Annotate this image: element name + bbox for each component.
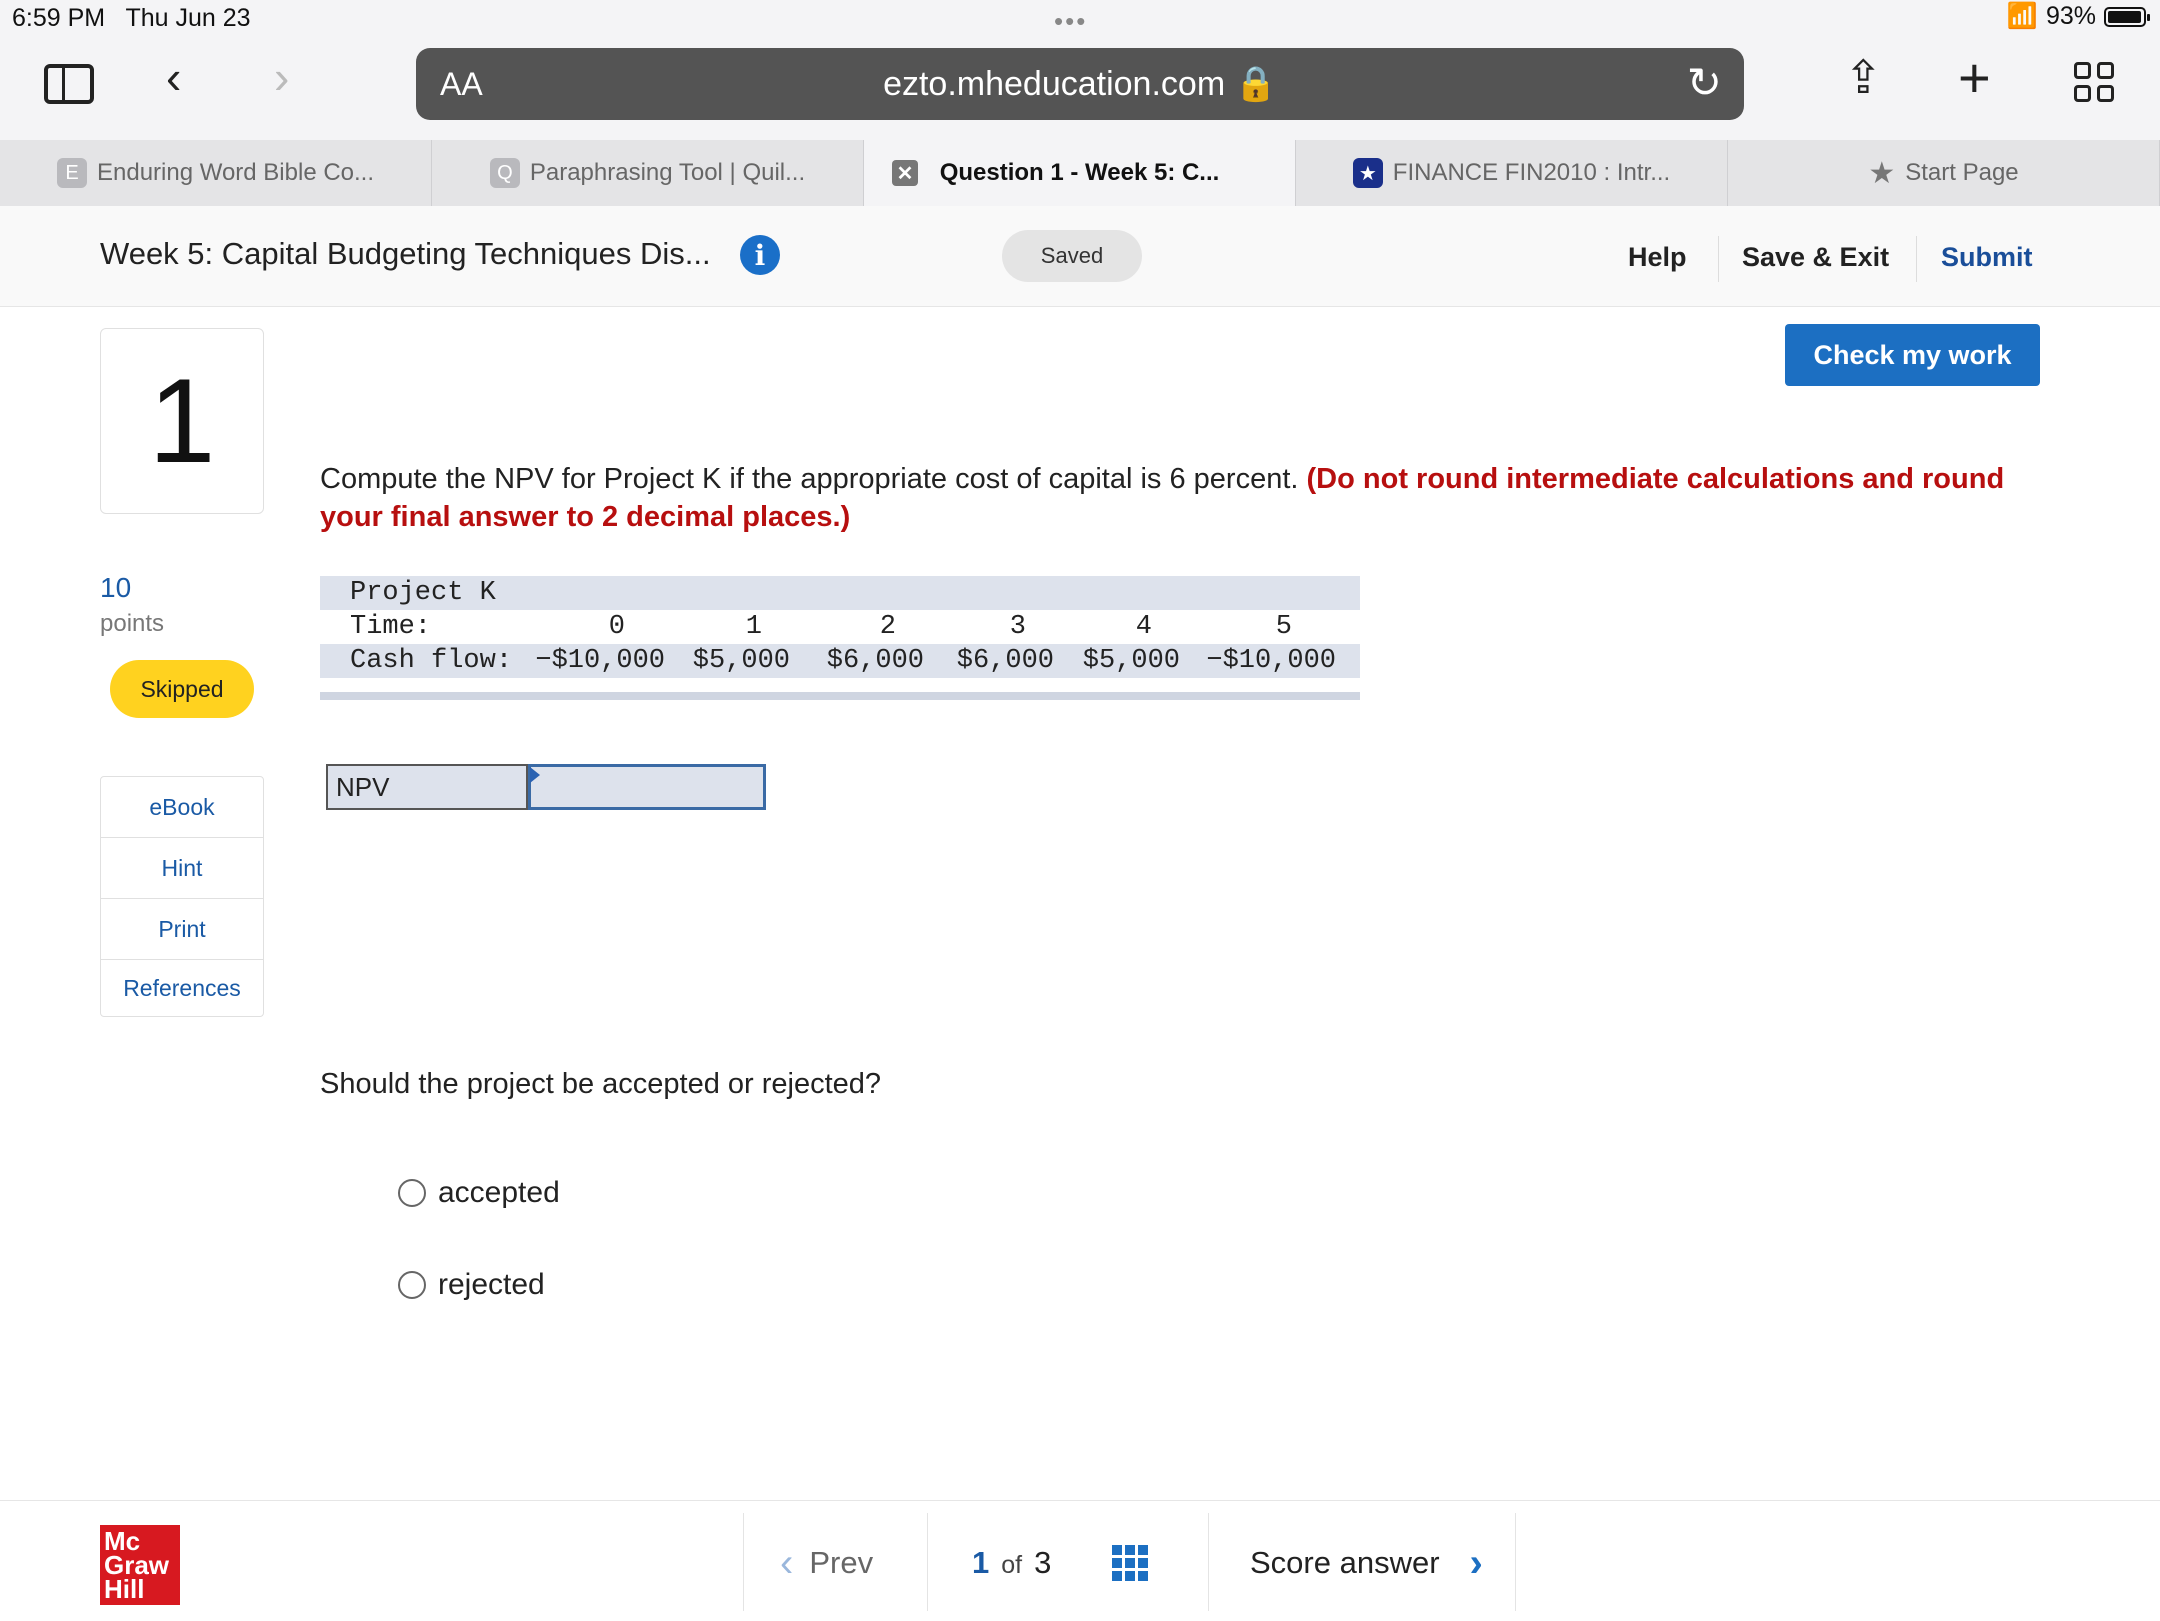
question-grid-icon[interactable] [1112,1545,1148,1581]
question-number: 1 [100,328,264,514]
tab-paraphrasing-tool[interactable] [432,140,864,206]
back-icon[interactable]: ‹ [166,51,182,103]
radio-accepted[interactable] [398,1179,426,1207]
divider [743,1513,744,1611]
question-text: Compute the NPV for Project K if the appropriate cost of capital is 6 percent. (Do not round intermediate calculations and round your final answer to 2 decimal places.) [320,463,2005,533]
points-label: points [100,610,165,637]
info-icon[interactable]: i [740,235,780,275]
option-accepted[interactable] [398,1176,560,1210]
tab-label: Paraphrasing Tool | Quil... [529,159,806,186]
tab-label: Start Page [1905,159,2019,186]
cash-flow-cell: $5,000 [1082,646,1180,676]
references-link[interactable]: References [123,974,241,1001]
time-cell: 1 [745,612,762,642]
tab-label: FINANCE FIN2010 : Intr... [1392,159,1671,186]
question-instruction: (Do not round intermediate calculations and round your final answer to 2 decimal places.) [320,463,2005,533]
table-divider [320,692,1360,700]
submit-link[interactable]: Submit [1941,242,2033,272]
star-icon: ★ [1868,156,1896,190]
time-label: Time: [350,612,432,642]
time-row [320,610,1360,644]
battery-percent: 93% [2045,2,2096,30]
multitask-dots[interactable]: ••• [1054,6,1088,36]
status-right [2007,2,2146,31]
sidebar-toggle-icon[interactable] [44,64,94,104]
page-indicator: 1 of 3 [972,1545,1052,1580]
lock-icon: 🔒 [1234,65,1277,103]
help-link[interactable]: Help [1628,242,1687,272]
points-value: 10 [100,572,132,603]
divider [1208,1513,1209,1611]
ebook-link[interactable]: eBook [101,777,263,838]
print-link[interactable]: Print [101,899,263,960]
radio-rejected[interactable] [398,1271,426,1299]
npv-input[interactable] [528,764,766,810]
mcgraw-hill-logo: Mc Graw Hill [100,1525,180,1605]
battery-icon [2104,7,2146,27]
npv-label: NPV [326,764,528,810]
divider [1916,236,1917,282]
chevron-right-icon: › [1469,1541,1483,1585]
cash-flow-row [320,644,1360,678]
divider [1718,236,1719,282]
divider [927,1513,928,1611]
save-exit-link[interactable]: Save & Exit [1742,242,1890,272]
tab-label: Enduring Word Bible Co... [96,159,375,186]
share-icon[interactable]: ⇪ [1844,51,1883,103]
status-badge: Skipped [110,660,254,718]
cash-flow-cell: $6,000 [826,646,924,676]
cash-flow-cell: −$10,000 [535,646,665,676]
reload-icon[interactable]: ↻ [1686,59,1722,106]
time-cell: 0 [608,612,625,642]
table-title-row [320,576,1360,610]
time-cell: 3 [1009,612,1026,642]
bottom-nav [0,1500,2160,1621]
tab-enduring-word[interactable] [0,140,432,206]
wifi-icon: 📶 [2006,2,2038,30]
address-url[interactable]: ezto.mheducation.com 🔒 [883,65,1277,103]
time-cell: 2 [879,612,896,642]
browser-tabs [0,140,2160,207]
address-bar[interactable] [416,48,1744,120]
tab-question-1[interactable] [864,140,1296,206]
favicon-e-icon: E [57,158,87,188]
hint-link[interactable]: Hint [101,838,263,899]
tab-overview-icon[interactable] [2074,62,2114,102]
shield-star-icon: ★ [1353,158,1383,188]
cash-flow-cell: $5,000 [692,646,790,676]
cash-flow-table [320,576,1360,678]
status-time: 6:59 PM Thu Jun 23 [12,4,251,32]
tab-finance[interactable] [1296,140,1728,206]
divider [1515,1513,1516,1611]
cash-flow-cell: −$10,000 [1206,646,1336,676]
status-bar [0,0,2160,40]
close-tab-icon[interactable]: ✕ [892,160,918,186]
input-flag-icon [530,767,540,783]
forward-icon[interactable]: › [274,51,290,103]
reader-settings-button[interactable]: AA [440,66,483,102]
score-answer-button[interactable]: Score answer › [1250,1541,1483,1585]
option-label: rejected [438,1268,545,1301]
assignment-header [0,206,2160,307]
time-cell: 5 [1275,612,1292,642]
table-title: Project K [350,578,496,608]
check-my-work-button[interactable]: Check my work [1785,324,2040,386]
new-tab-icon[interactable]: + [1958,46,1991,109]
chevron-left-icon: ‹ [780,1541,794,1585]
option-label: accepted [438,1176,560,1209]
tab-label: Question 1 - Week 5: C... [939,159,1220,186]
option-rejected[interactable] [398,1268,545,1302]
cash-flow-label: Cash flow: [350,646,513,676]
tab-start-page[interactable] [1728,140,2160,206]
resource-list [100,776,264,1017]
time-cell: 4 [1135,612,1152,642]
favicon-q-icon: Q [490,158,520,188]
saved-badge: Saved [1002,230,1142,282]
prev-button[interactable]: ‹ Prev [780,1541,874,1585]
cash-flow-cell: $6,000 [956,646,1054,676]
assignment-title: Week 5: Capital Budgeting Techniques Dis... [100,236,711,271]
accept-reject-question: Should the project be accepted or rejected? [320,1068,882,1100]
